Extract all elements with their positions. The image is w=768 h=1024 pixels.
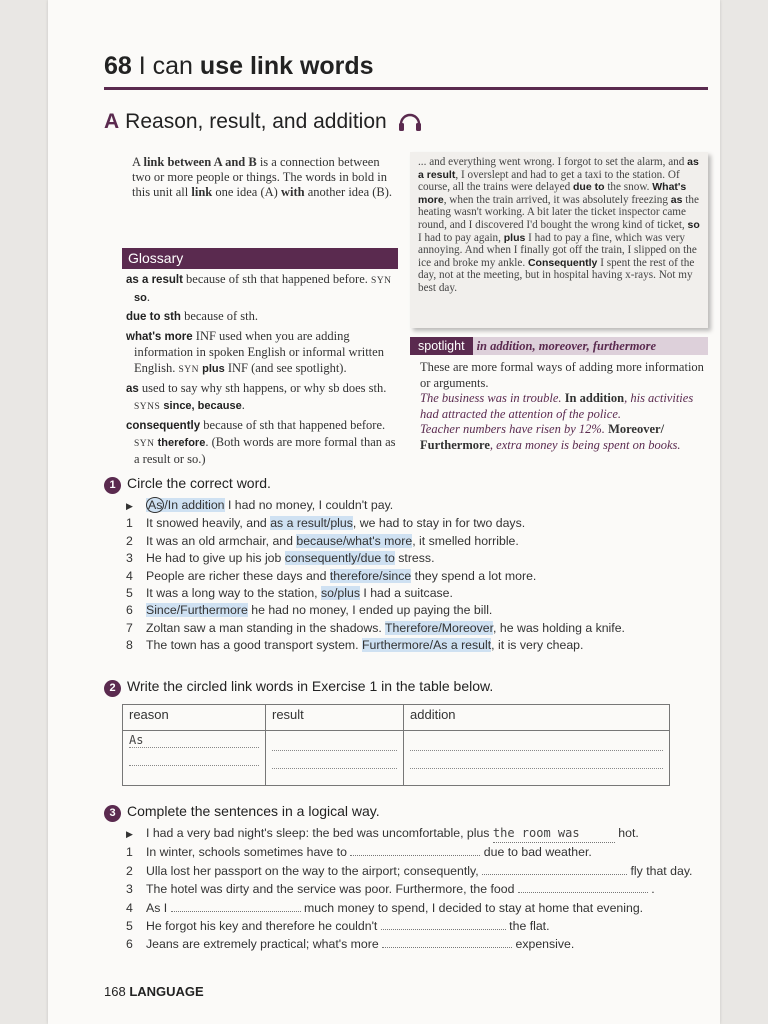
spotlight-text: These are more formal ways of adding more information or arguments.: [420, 360, 704, 390]
handwritten-answer[interactable]: the room was: [493, 825, 615, 843]
list-item: 4 People are richer these days and therefore/since they spend a lot more.: [126, 568, 537, 583]
headphones-icon[interactable]: [397, 110, 423, 132]
page-number: 168: [104, 984, 126, 999]
list-item: 4 As I much money to spend, I decided to stay at home that evening.: [126, 900, 644, 915]
play-triangle-icon: ▶: [126, 501, 133, 511]
spotlight-example: The business was in trouble. In addition, his activities had attracted the attention of the police.: [420, 391, 694, 421]
spotlight-body: [420, 360, 708, 453]
unit-number: 68: [104, 52, 132, 80]
exercise-3-list: [126, 825, 708, 954]
handwritten-answer: As: [129, 733, 259, 748]
glossary-list: [126, 272, 398, 471]
circled-answer[interactable]: As: [148, 498, 163, 512]
answer-blank[interactable]: [350, 843, 480, 856]
answer-blank[interactable]: [171, 899, 301, 912]
section-title: [104, 110, 423, 134]
link-words-table: [122, 704, 670, 786]
exercise-number-badge: 2: [104, 680, 121, 697]
result-cell[interactable]: [266, 731, 404, 786]
section-title-text: Reason, result, and addition: [125, 110, 387, 133]
list-item: 2 It was an old armchair, and because/what's more, it smelled horrible.: [126, 533, 519, 548]
exercise-number-badge: 3: [104, 805, 121, 822]
list-item: 7 Zoltan saw a man standing in the shadows. Therefore/Moreover, he was holding a knife.: [126, 620, 625, 635]
list-item: 6 Jeans are extremely practical; what's more expensive.: [126, 937, 575, 952]
spotlight-words: in addition, moreover, furthermore: [476, 339, 657, 353]
list-item: 1 It snowed heavily, and as a result/plus, we had to stay in for two days.: [126, 516, 526, 531]
answer-blank[interactable]: [382, 935, 512, 948]
glossary-entry: as a result because of sth that happened before. SYN so.: [126, 272, 392, 304]
reason-cell[interactable]: [123, 731, 266, 786]
glossary-header: Glossary: [122, 248, 398, 269]
unit-title: [104, 52, 708, 90]
list-item: 2 Ulla lost her passport on the way to the airport; consequently, fly that day.: [126, 863, 693, 878]
example-row: ▶ I had a very bad night's sleep: the bed was uncomfortable, plus the room was hot.: [126, 825, 708, 843]
unit-title-strong: use link words: [199, 52, 374, 80]
footer-label: LANGUAGE: [129, 984, 204, 999]
column-header-reason: reason: [123, 705, 266, 731]
answer-blank[interactable]: [482, 862, 627, 875]
glossary-entry: consequently because of sth that happened before. SYN therefore. (Both words are more formal than as a result or so.): [126, 418, 396, 466]
exercise-1-heading: 1 Circle the correct word.: [104, 475, 271, 494]
spotlight-header: [410, 337, 708, 355]
list-item: 6 Since/Furthermore he had no money, I ended up paying the bill.: [126, 603, 493, 618]
answer-blank[interactable]: [518, 880, 648, 893]
list-item: 3 He had to give up his job consequently/due to stress.: [126, 551, 435, 566]
example-row: ▶ As /In addition I had no money, I couldn't pay.: [126, 497, 708, 515]
list-item: 5 He forgot his key and therefore he couldn't the flat.: [126, 919, 550, 934]
section-letter: A: [104, 110, 120, 133]
exercise-1-list: [126, 497, 708, 655]
spotlight-tag: spotlight: [410, 337, 473, 355]
intro-paragraph: A link between A and B is a connection between two or more people or things. The words in bold in this unit all link one idea (A) with another idea (B).: [132, 155, 393, 199]
answer-blank[interactable]: [381, 917, 506, 930]
list-item: 8 The town has a good transport system. Furthermore/As a result, it is very cheap.: [126, 638, 584, 653]
story-text-box: ... and everything went wrong. I forgot to set the alarm, and as a result, I overslept and had to get a taxi to the station. Of course, all the trains were delayed due to the snow. What's more, when the train arrived, it was absolutely freezing as the heating wasn't working. A bit later the ticket inspector came round, and I discovered I'd bought the wrong kind of ticket, so I had to pay again, plus I had to pay a fine, which was very annoying. And when I finally got off the train, I slipped on the ice and broke my ankle. Consequently I spent the rest of the day, not at the meeting, but in hospital having x-rays. Not my best day.: [410, 152, 708, 328]
list-item: 3 The hotel was dirty and the service was poor. Furthermore, the food .: [126, 882, 655, 897]
unit-title-pre: I can: [138, 52, 193, 80]
glossary-entry: as used to say why sth happens, or why sb does sth. SYNS since, because.: [126, 381, 387, 412]
list-item: 5 It was a long way to the station, so/plus I had a suitcase.: [126, 586, 453, 601]
list-item: 1 In winter, schools sometimes have to due to bad weather.: [126, 845, 592, 860]
exercise-3-heading: 3 Complete the sentences in a logical way.: [104, 803, 380, 822]
addition-cell[interactable]: [404, 731, 670, 786]
exercise-2-heading: 2 Write the circled link words in Exercise 1 in the table below.: [104, 678, 493, 697]
exercise-number-badge: 1: [104, 477, 121, 494]
glossary-entry: what's more INF used when you are adding information in spoken English or informal written English. SYN plus INF (and see spotlight).: [126, 328, 384, 375]
glossary-entry: due to sth because of sth.: [126, 309, 259, 323]
column-header-addition: addition: [404, 705, 670, 731]
column-header-result: result: [266, 705, 404, 731]
spotlight-example: Teacher numbers have risen by 12%. Moreover/ Furthermore, extra money is being spent on books.: [420, 422, 681, 452]
play-triangle-icon: ▶: [126, 829, 133, 839]
page-footer: [104, 984, 204, 999]
